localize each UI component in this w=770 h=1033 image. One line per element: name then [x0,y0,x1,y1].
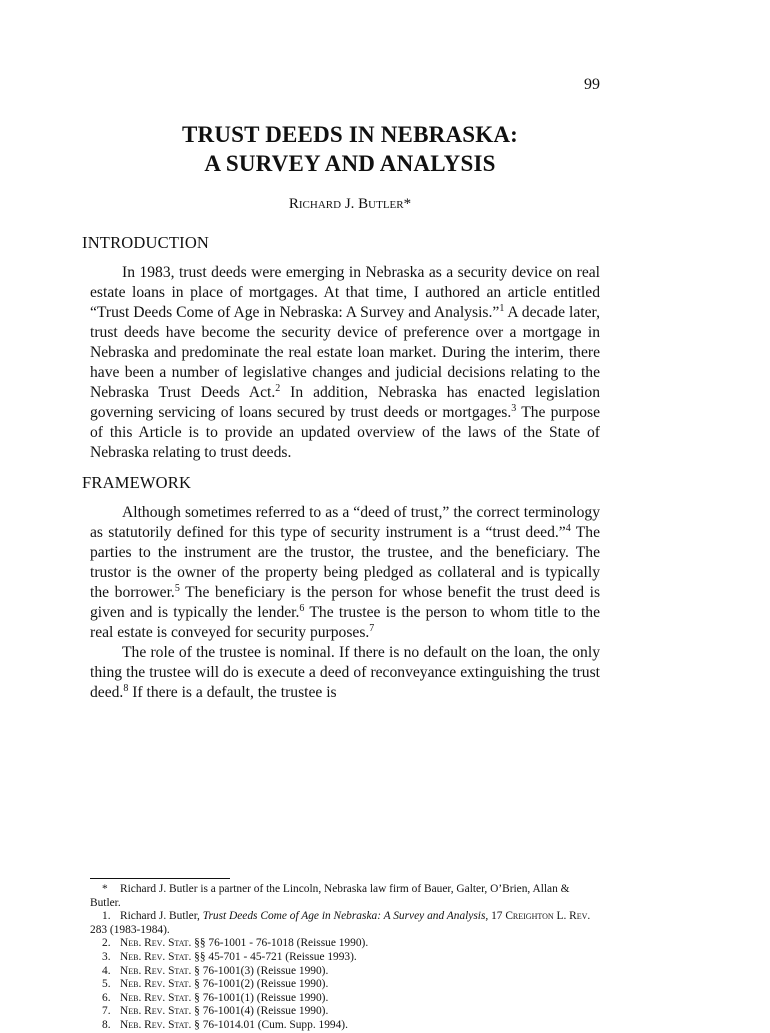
footnote-ref-6: 6 [299,602,305,614]
footnote-mark: 6. [102,991,111,1004]
footnote-2 [90,937,600,951]
text-run: If there is a default, the trustee is [128,684,337,701]
author-name: Richard J. Butler [288,196,404,212]
text-run: The purpose of this Article is to provide an updated overview of the laws of the State of Nebraska relating to trust deeds. [90,404,600,461]
footnote-mark: 5. [102,978,111,991]
footnote-code: Neb. Rev. Stat. [120,978,192,991]
footnote-mark: 4. [102,964,111,977]
footnote-1 [90,910,600,937]
footnote-text: § 76-1001(2) (Reissue 1990). [191,978,329,991]
footnote-mark: 2. [102,937,111,950]
footnote-ref-2: 2 [275,382,281,394]
text-run: The parties to the instrument are the trustor, the trustee, and the beneficiary. The trustor is the owner of the property being pledged as collateral and is typically the borrower. [90,524,600,601]
footnote-code: Neb. Rev. Stat. [120,1005,192,1018]
text-run: The role of the trustee is nominal. If there is no default on the loan, the only thing the trustee will do is execute a deed of reconveyance extinguishing the trust deed. [90,644,600,701]
footnote-mark: 7. [102,1005,111,1018]
introduction-paragraph [90,263,600,463]
footnote-work-title: Trust Deeds Come of Age in Nebraska: A Survey and Analysis [202,910,486,923]
footnote-text: , 17 [485,910,506,923]
heading-introduction: INTRODUCTION [82,233,210,252]
heading-framework: FRAMEWORK [82,473,192,492]
footnote-ref-4: 4 [565,522,571,534]
framework-body [90,503,600,703]
footnote-code: Neb. Rev. Stat. [120,950,192,963]
footnote-journal: Creighton L. Rev. [505,910,591,923]
footnote-list [90,937,600,1032]
text-run: Although sometimes referred to as a “deed of trust,” the correct terminology as statutorily defined for this type of security instrument is a “trust deed.” [90,504,600,541]
footnote-ref-8: 8 [123,682,129,694]
framework-paragraph-2 [90,643,600,703]
footnote-ref-1: 1 [499,302,505,314]
footnote-text: 283 (1983-1984). [90,923,170,936]
introduction-body [90,263,600,463]
footnote-mark: * [102,883,108,895]
footnote-divider [90,878,230,879]
footnote-ref-7: 7 [369,622,375,634]
text-run: The trustee is the person to whom title to the real estate is conveyed for security purposes. [90,604,600,641]
page-number: 99 [584,76,600,93]
footnote-mark: 1. [102,910,111,923]
footnote-text: Richard J. Butler is a partner of the Lincoln, Nebraska law firm of Bauer, Galter, O’Brien, Allan & Butler. [90,883,570,909]
footnote-3 [90,951,600,965]
footnote-code: Neb. Rev. Stat. [120,937,192,950]
footnote-code: Neb. Rev. Stat. [120,991,192,1004]
footnote-8 [90,1019,600,1033]
text-run: A decade later, trust deeds have become the security device of preference over a mortgage in Nebraska and predominate the real estate loan market. During the interim, there have been a number of legislative changes and judicial decisions relating to the Nebraska Trust Deeds Act. [90,304,600,401]
author-footnote-mark: * [403,196,412,212]
footnote-ref-5: 5 [174,582,180,594]
footnote-star [90,883,600,910]
footnotes [90,883,600,1033]
text-run: In 1983, trust deeds were emerging in Nebraska as a security device on real estate loans in place of mortgages. At that time, I authored an article entitled “Trust Deeds Come of Age in Nebraska: A Survey and Analysis.” [90,264,600,321]
title-line-2: A SURVEY AND ANALYSIS [204,151,496,176]
footnote-text: § 76-1001(4) (Reissue 1990). [191,1005,329,1018]
footnote-text: §§ 45-701 - 45-721 (Reissue 1993). [191,950,357,963]
footnote-5 [90,978,600,992]
footnote-4 [90,965,600,979]
footnote-6 [90,992,600,1006]
footnote-7 [90,1005,600,1019]
title-line-1: TRUST DEEDS IN NEBRASKA: [181,122,519,147]
footnote-text: § 76-1001(1) (Reissue 1990). [191,991,329,1004]
footnote-code: Neb. Rev. Stat. [120,1018,192,1031]
footnote-code: Neb. Rev. Stat. [120,964,192,977]
framework-paragraph-1 [90,503,600,643]
footnote-text: § 76-1001(3) (Reissue 1990). [191,964,329,977]
footnote-ref-3: 3 [511,402,517,414]
footnote-text: § 76-1014.01 (Cum. Supp. 1994). [191,1018,348,1031]
footnote-mark: 3. [102,950,111,963]
footnote-author: Richard J. Butler, [120,910,203,923]
footnote-mark: 8. [102,1018,111,1031]
author-byline [180,196,520,213]
text-run: In addition, Nebraska has enacted legislation governing servicing of loans secured by trust deeds or mortgages. [90,384,600,421]
text-run: The beneficiary is the person for whose benefit the trust deed is given and is typically the lender. [90,584,601,621]
footnote-text: §§ 76-1001 - 76-1018 (Reissue 1990). [191,937,369,950]
article-title [140,120,560,178]
